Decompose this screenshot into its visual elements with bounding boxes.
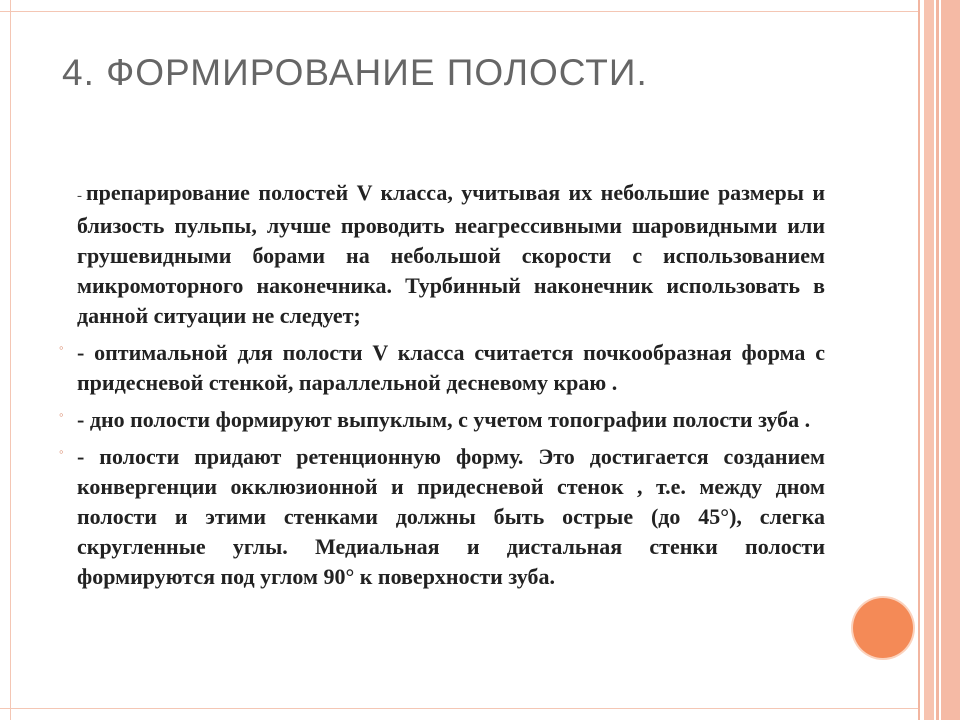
frame-left-line: [10, 0, 11, 720]
paragraph-text: препарирование полостей V класса, учитывая их небольшие размеры и близость пульпы, лучше проводить неагрессивными шаровидными или грушевидными борами на небольшой скорости с использованием микромоторного наконечника. Турбинный наконечник использовать в данной ситуации не следует;: [77, 180, 825, 328]
bullet-icon: ◦: [59, 407, 64, 422]
slide-title: 4. ФОРМИРОВАНИЕ ПОЛОСТИ.: [62, 52, 648, 93]
stripe: [941, 0, 960, 720]
frame-top-line: [0, 11, 919, 12]
paragraph-4: [55, 442, 825, 592]
lead-dash: -: [77, 188, 82, 204]
paragraph-1: [55, 178, 825, 331]
decorative-circle: [853, 598, 913, 658]
paragraph-text: - дно полости формируют выпуклым, с учетом топографии полости зуба .: [77, 407, 811, 432]
paragraph-text: - оптимальной для полости V класса считается почкообразная форма с придесневой стенкой, параллельной десневому краю .: [77, 340, 825, 395]
frame-bottom-line: [0, 708, 919, 709]
stripe: [924, 0, 934, 720]
stripe: [918, 0, 920, 720]
bullet-icon: ◦: [59, 340, 64, 355]
stripe: [936, 0, 939, 720]
paragraph-3: [55, 405, 825, 435]
paragraph-2: [55, 338, 825, 398]
paragraph-text: - полости придают ретенционную форму. Это достигается созданием конвергенции окклюзионной и придесневой стенок , т.е. между дном полости и этими стенками должны быть острые (до 45°), слегка скругленные углы. Медиальная и дистальная стенки полости формируются под углом 90° к поверхности зуба.: [77, 444, 825, 589]
decorative-stripes: [918, 0, 960, 720]
bullet-icon: ◦: [59, 444, 64, 459]
slide-body: [55, 178, 825, 592]
